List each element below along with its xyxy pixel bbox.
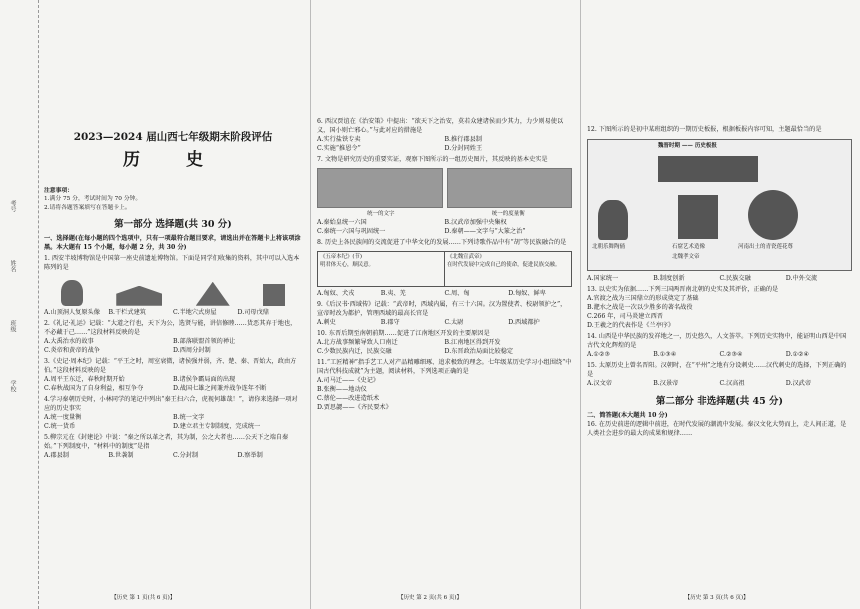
option[interactable]: B.统一文字 (173, 413, 205, 421)
question-4 (44, 396, 302, 432)
poem-right-title: 《北魏宣武帝》 (447, 253, 485, 260)
head-image (61, 280, 83, 306)
options (317, 290, 572, 299)
question-text: 6. 西汉贾谊在《治安策》中提出：“欲天下之治安，莫若众建诸侯而少其力，力少则易使以义，国小则亡邪心。”与此对应的措施是 (317, 118, 564, 134)
option[interactable]: D.察举制 (237, 451, 263, 459)
option[interactable]: B.推行郡县制 (444, 135, 482, 143)
question-text: 11.“工匠精神”指手艺工人对产品精雕细琢、追求极致的理念。七年级某历史学习小组围绕“中国古代科技成就”为主题，阅读材料，下列选项正确的是 (317, 358, 572, 375)
question-10 (317, 330, 572, 357)
option[interactable]: D.司母戊鼎 (237, 308, 269, 316)
question-13 (587, 286, 852, 331)
options (317, 339, 572, 357)
blackboard-diagram (587, 139, 852, 271)
question-text: 3.《史记·周本纪》记载：“平王之时，周室衰微，诸侯强并弱，齐、楚、秦、晋始大，政由方伯。”这段材料反映的是 (44, 357, 297, 374)
question-11 (317, 359, 572, 413)
option[interactable]: C.分封制 (173, 451, 199, 459)
option[interactable]: B.①③④ (653, 350, 677, 358)
option[interactable]: D.分封同姓王 (444, 144, 483, 152)
options (587, 380, 852, 389)
exam-title: 2023—2024 届山西七年级期末阶段评估 (73, 131, 273, 143)
question-7 (317, 156, 572, 237)
margin-label: 姓名 (9, 260, 16, 272)
margin-label: 考号 (9, 200, 16, 212)
question-text: 7. 文物是研究历史的重要实证，观察下图所示的一组历史图片，其反映的基本史实是 (317, 155, 548, 163)
artifact-image (317, 168, 443, 208)
question-images (317, 168, 572, 208)
question-2 (44, 320, 302, 356)
option[interactable]: A.实行盐铁专卖 (317, 135, 361, 143)
question-text: 4.学习秦朝历史时，小林同学的笔记中列出“秦王扫六合，虎视何雄哉！”，请你来选择一项对应的历史事实 (44, 395, 298, 412)
question-images (44, 276, 302, 306)
question-text: 2.《礼记·礼运》记载：“大道之行也，天下为公，选贤与能，讲信修睦……货恶其弃于地也，不必藏于己……”这段材料反映的是 (44, 319, 297, 336)
question-16: 16. 在历史前进的逻辑中前进，在时代发展的潮流中发展。秦汉文化大势而上，走人间正道，是人类社会进步的最大的成果和规律…… (587, 420, 847, 437)
option[interactable]: B.张衡——地动仪 (317, 385, 367, 393)
poem-right-text: 在时代发展中完成自己的使命，促进民族交融。 (447, 261, 561, 268)
option[interactable]: A.汉文帝 (587, 379, 612, 387)
question-text: 14. 山西是中华民族的发祥地之一，历史悠久，人文荟萃。下列历史实物中，能证明山西是中国古代文化辉煌的是 (587, 332, 847, 349)
option[interactable]: C.半地穴式房屋 (173, 308, 217, 316)
option[interactable]: A.大禹治水的故事 (44, 337, 94, 345)
option[interactable]: D.匈奴、鲜卑 (508, 289, 546, 297)
option[interactable]: C.太尉 (444, 318, 464, 326)
option[interactable]: C.实施“推恩令” (317, 144, 361, 152)
option[interactable]: A.司马迁——《史记》 (317, 376, 380, 384)
question-text: 1. 西安半坡博物馆是中国第一座史前遗址博物馆。下面是同学们收集的资料，其中可以入选本陈列的是 (44, 254, 300, 271)
page-footer: 【历史 第 2 页(共 6 页)】 (397, 595, 462, 601)
options (587, 351, 852, 360)
page-column-1 (44, 0, 302, 609)
option[interactable]: B.部落联盟首领的禅让 (173, 337, 236, 345)
page-column-3 (580, 0, 852, 609)
vase-image (748, 190, 798, 240)
option[interactable]: C.蔡伦——改进造纸术 (317, 394, 380, 402)
question-text: 8. 历史上各民族间的交流促进了中华文化的发展……下列诗歌作品中有“胡”等民族融合的是 (317, 238, 567, 246)
diagram-label: 河南出土的青瓷莲花尊 (738, 243, 794, 250)
option[interactable]: C.②③④ (719, 350, 743, 358)
question-8 (317, 239, 572, 299)
option[interactable]: D.战国七雄之间兼并战争连年不断 (173, 384, 267, 392)
statue-image (678, 195, 718, 239)
option[interactable]: B.制度创新 (653, 274, 685, 282)
options (44, 309, 302, 318)
image-caption: 统一的度量衡 (491, 210, 525, 217)
option[interactable]: B.诸侯争霸局面的出现 (173, 375, 236, 383)
notes-heading: 注意事项： (44, 187, 73, 194)
option[interactable]: C.民族交融 (719, 274, 751, 282)
option[interactable]: D.西周分封制 (173, 346, 211, 354)
poem-right (445, 252, 571, 286)
options (587, 295, 852, 331)
question-15 (587, 362, 852, 389)
question-1 (44, 255, 302, 318)
diagram-heading: 魏晋时期 —— 历史板报 (658, 142, 717, 149)
option[interactable]: A.官渡之战为三国鼎立的形成奠定了基础 (587, 294, 699, 302)
option[interactable]: D.中外交流 (785, 274, 818, 282)
option[interactable]: B.淝水之战是一次以少胜多的著名战役 (587, 303, 693, 311)
image-captions (317, 211, 572, 219)
option[interactable]: A.山顶洞人复原头像 (44, 308, 100, 316)
option[interactable]: D.西域都护 (508, 318, 540, 326)
option[interactable]: B.世袭制 (108, 451, 134, 459)
question-text: 9.《后汉书·西域传》记载：“武帝时，西域内属，有三十六国。汉为置使者、校尉领护之”，宣帝时改为都护，管理西域的最高长官是 (317, 300, 567, 317)
question-text: 12. 下图所示的是初中某班组织的一期历史板报，根据板报内容可知，主题最恰当的是 (587, 126, 822, 133)
part2-sub: 二、简答题(本大题共 10 分) (587, 411, 668, 419)
ding-image (263, 284, 285, 306)
artifact-image (447, 168, 573, 208)
option[interactable]: B.干栏式建筑 (108, 308, 146, 316)
option[interactable]: C.统一货币 (44, 422, 76, 430)
question-text: 15. 太原历史上曾名晋阳。汉朝时，在“平州”之地有分设刺史……汉代刺史的选择，下列正确的是 (587, 361, 847, 378)
option[interactable]: C.汉高祖 (719, 379, 745, 387)
poem-left-title: 《五帝本纪》(节) (320, 253, 362, 260)
question-6 (317, 118, 572, 154)
option[interactable]: A.北方战事频繁导致人口南迁 (317, 338, 398, 346)
options (587, 275, 852, 284)
option[interactable]: A.刺史 (317, 318, 336, 326)
mural-image (658, 156, 758, 182)
binding-margin (0, 0, 39, 609)
options (317, 219, 572, 237)
margin-label: 学校 (9, 380, 16, 392)
option[interactable]: C.炎帝和黄帝的战争 (44, 346, 100, 354)
option[interactable]: D.秦朝——文字与“大篆之治” (444, 227, 526, 235)
stilt-house-image (116, 286, 162, 306)
margin-label: 班级 (9, 320, 16, 332)
option[interactable]: B.江南地区得到开发 (444, 338, 501, 346)
poem-left-text: 明君体天心，顺民意。 (320, 261, 374, 268)
figurine-image (598, 200, 628, 240)
option[interactable]: D.东晋政治局面比较稳定 (444, 347, 514, 355)
option[interactable]: D.王羲之的代表作是《兰亭序》 (587, 321, 675, 329)
exam-subject: 历 史 (123, 150, 223, 171)
diagram-label: 石窟艺术造像 (672, 243, 706, 250)
note-item: 2.请将各题答案填写在答题卡上。 (44, 204, 131, 211)
image-caption: 统一的文字 (366, 210, 395, 217)
option[interactable]: B.郡守 (380, 318, 400, 326)
option[interactable]: C.周、匈 (444, 289, 470, 297)
page-footer: 【历史 第 1 页(共 6 页)】 (111, 595, 176, 601)
option[interactable]: C.少数民族内迁，民族交融 (317, 347, 392, 355)
option[interactable]: A.匈奴、犬戎 (317, 289, 355, 297)
question-text: 10. 东晋后期至南朝前期……促进了江南地区开发的主要原因是 (317, 329, 490, 337)
diagram-label: 北朝乐舞陶俑 (592, 243, 626, 250)
question-text: 13. 以史实为依据……下列三国两晋南北朝的史实及其评价，正确的是 (587, 285, 779, 293)
option[interactable]: B.汉武帝加强中央集权 (444, 218, 507, 226)
option[interactable]: A.统一度量衡 (44, 413, 82, 421)
poem-left (318, 252, 445, 286)
page-footer: 【历史 第 3 页(共 6 页)】 (684, 595, 749, 601)
question-3 (44, 358, 302, 394)
option[interactable]: D.汉武帝 (785, 379, 812, 387)
page-footers (0, 593, 860, 601)
options (317, 377, 572, 413)
question-9 (317, 301, 572, 328)
option[interactable]: A.国家统一 (587, 274, 619, 282)
option[interactable]: A.秦始皇统一六国 (317, 218, 367, 226)
question-5 (44, 434, 302, 461)
hut-image (196, 282, 230, 306)
notes (44, 187, 302, 212)
options (44, 452, 302, 461)
options (317, 319, 572, 328)
options (44, 376, 302, 394)
question-text: 5.柳宗元在《封建论》中说：“秦之所以革之者，其为制，公之大者也……公天下之端自秦始。”下列制度中，“材料中的制度”是指 (44, 433, 289, 450)
part2-title: 第二部分 非选择题(共 45 分) (655, 395, 784, 407)
option[interactable]: C.266 年，司马炎建立西晋 (587, 312, 663, 320)
option[interactable]: D.①②④ (785, 350, 810, 358)
diagram-label: 北魏孝文帝 (672, 253, 700, 260)
option[interactable]: C.秦统一六国与巩固统一 (317, 227, 386, 235)
option[interactable]: A.①②③ (587, 350, 611, 358)
question-12 (587, 126, 852, 284)
poem-table (317, 251, 572, 287)
option[interactable]: A.周平王东迁，春秋时期开始 (44, 375, 125, 383)
option[interactable]: C.春秋战国为了自身利益，相互争夺 (44, 384, 144, 392)
part1-title: 第一部分 选择题(共 30 分) (114, 219, 232, 231)
note-item: 1.满分 75 分，考试时间为 70 分钟。 (44, 196, 142, 203)
option[interactable]: D.贾思勰——《齐民要术》 (317, 403, 392, 411)
part1-instruction: 一、选择题(在每小题的四个选项中，只有一项最符合题目要求，请选出并在答题卡上将该项涂黑。本大题有 15 个小题，每小题 2 分，共 30 分) (44, 234, 301, 251)
options (44, 414, 302, 432)
option[interactable]: B.夷、羌 (380, 289, 406, 297)
option[interactable]: A.郡县制 (44, 451, 69, 459)
option[interactable]: B.汉景帝 (653, 379, 679, 387)
option[interactable]: D.建立君主专制制度，完成统一 (173, 422, 261, 430)
page-column-2 (310, 0, 572, 609)
options (44, 338, 302, 356)
options (317, 136, 572, 154)
question-14 (587, 333, 852, 360)
